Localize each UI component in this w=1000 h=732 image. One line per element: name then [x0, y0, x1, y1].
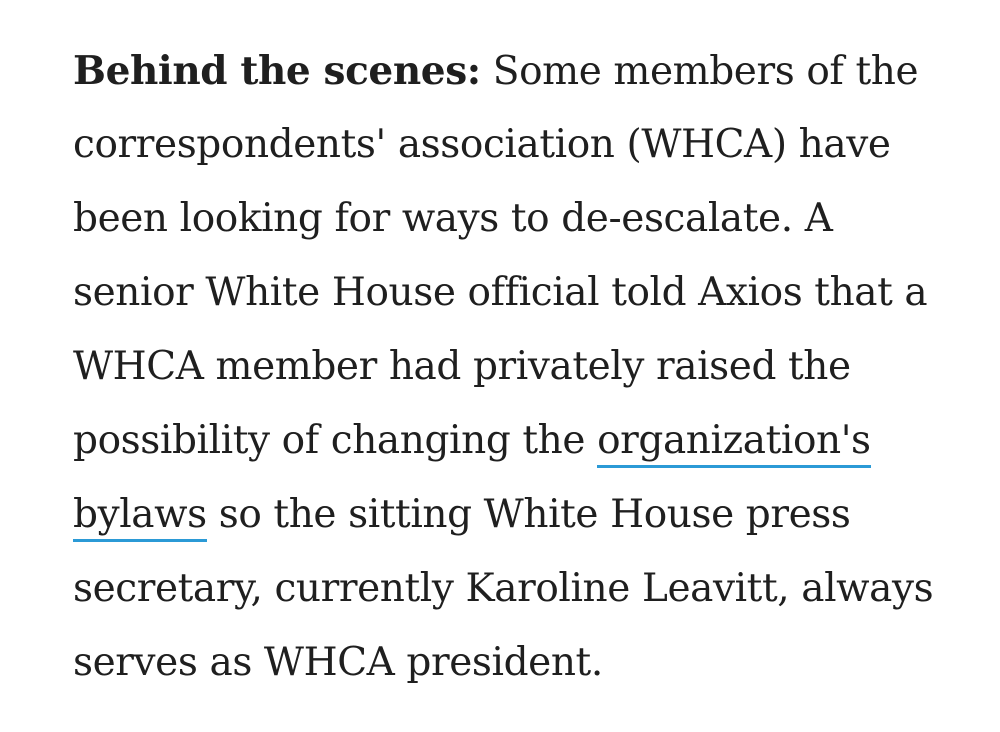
paragraph-line-9: serves as WHCA president.	[73, 640, 603, 685]
paragraph-line-2: correspondents' association (WHCA) have	[73, 122, 891, 167]
bylaws-link-part-2[interactable]: bylaws	[73, 492, 207, 542]
bylaws-link-part-1[interactable]: organization's	[597, 418, 871, 468]
article-paragraph	[73, 34, 953, 700]
paragraph-line-3: been looking for ways to de-escalate. A	[73, 196, 833, 241]
line-text: so the sitting White House press	[206, 492, 851, 537]
line-text: Some members of the	[480, 49, 919, 94]
paragraph-line-7	[73, 478, 953, 552]
paragraph-line-1	[73, 34, 953, 108]
line-text: possibility of changing the	[73, 418, 598, 463]
paragraph-line-5: WHCA member had privately raised the	[73, 344, 851, 389]
paragraph-line-8: secretary, currently Karoline Leavitt, always	[73, 566, 934, 611]
paragraph-line-4: senior White House official told Axios that a	[73, 270, 928, 315]
lead-label: Behind the scenes:	[73, 48, 481, 94]
paragraph-line-6	[73, 404, 953, 478]
